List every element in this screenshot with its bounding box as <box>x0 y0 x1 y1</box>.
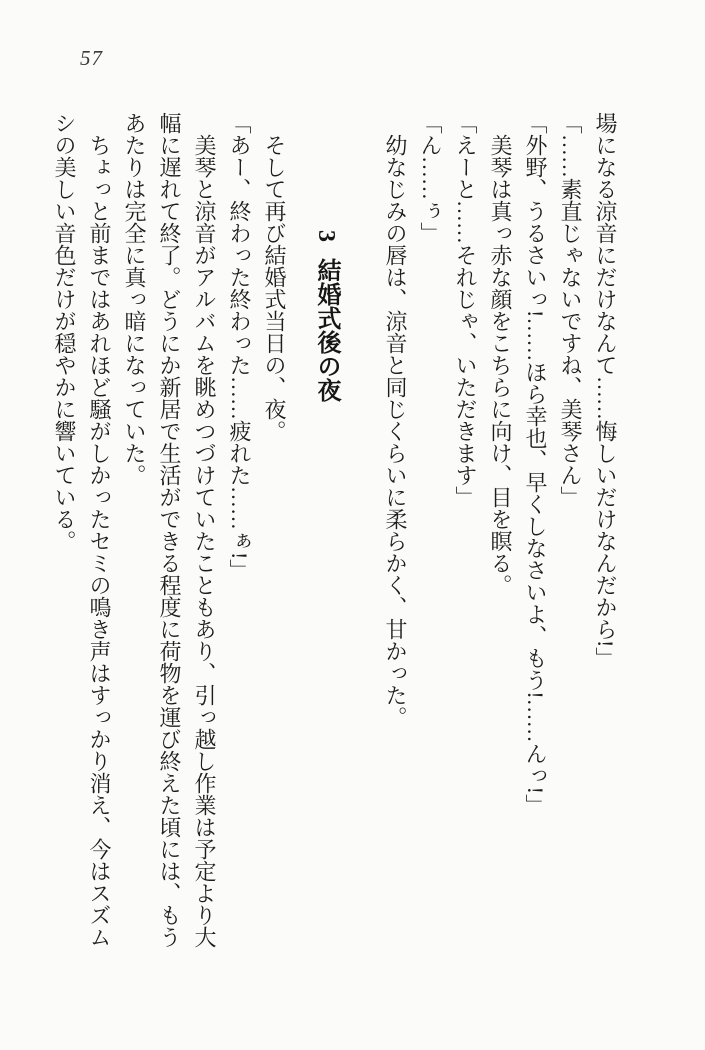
chapter-heading <box>310 112 342 957</box>
narration-line: 美琴は真っ赤な顔をこちらに向け、目を瞑る。 <box>488 134 513 596</box>
dialogue-line: 「外野、うるさいっ!……ほら幸也、早くしなさいよ、もう!……んっ!」 <box>523 112 548 816</box>
narration-line: 美琴と涼音がアルバムを眺めつづけていたこともあり、引っ越し作業は予定より大幅に遅れて終了。どうにか新居で生活ができる程度に荷物を運び終えた頃には、もうあたりは完全に真っ暗になっていた。 <box>122 112 217 948</box>
dialogue-line: 「えーと……それじゃ、いただきます」 <box>453 112 478 508</box>
dialogue-line: 「あー、終わった終わった……疲れた……ぁ!」 <box>227 112 252 582</box>
narration-line: 幼なじみの唇は、涼音と同じくらいに柔らかく、甘かった。 <box>383 134 408 728</box>
narration-line: ちょっと前まではあれほど騒がしかったセミの鳴き声はすっかり消え、今はスズムシの美しい音色だけが穏やかに響いている。 <box>52 112 112 948</box>
chapter-title: 結婚式後の夜 <box>313 257 339 402</box>
continuation-line: 場になる涼音にだけなんて……悔しいだけなんだから!」 <box>593 112 618 670</box>
dialogue-line: 「……素直じゃないですね、美琴さん」 <box>558 112 583 508</box>
page-number: 57 <box>80 46 103 70</box>
vertical-text-block <box>47 112 623 957</box>
chapter-number: 3 <box>313 230 339 242</box>
narration-line: そして再び結婚式当日の、夜。 <box>262 134 287 442</box>
dialogue-line: 「ん……ぅ」 <box>418 112 443 244</box>
